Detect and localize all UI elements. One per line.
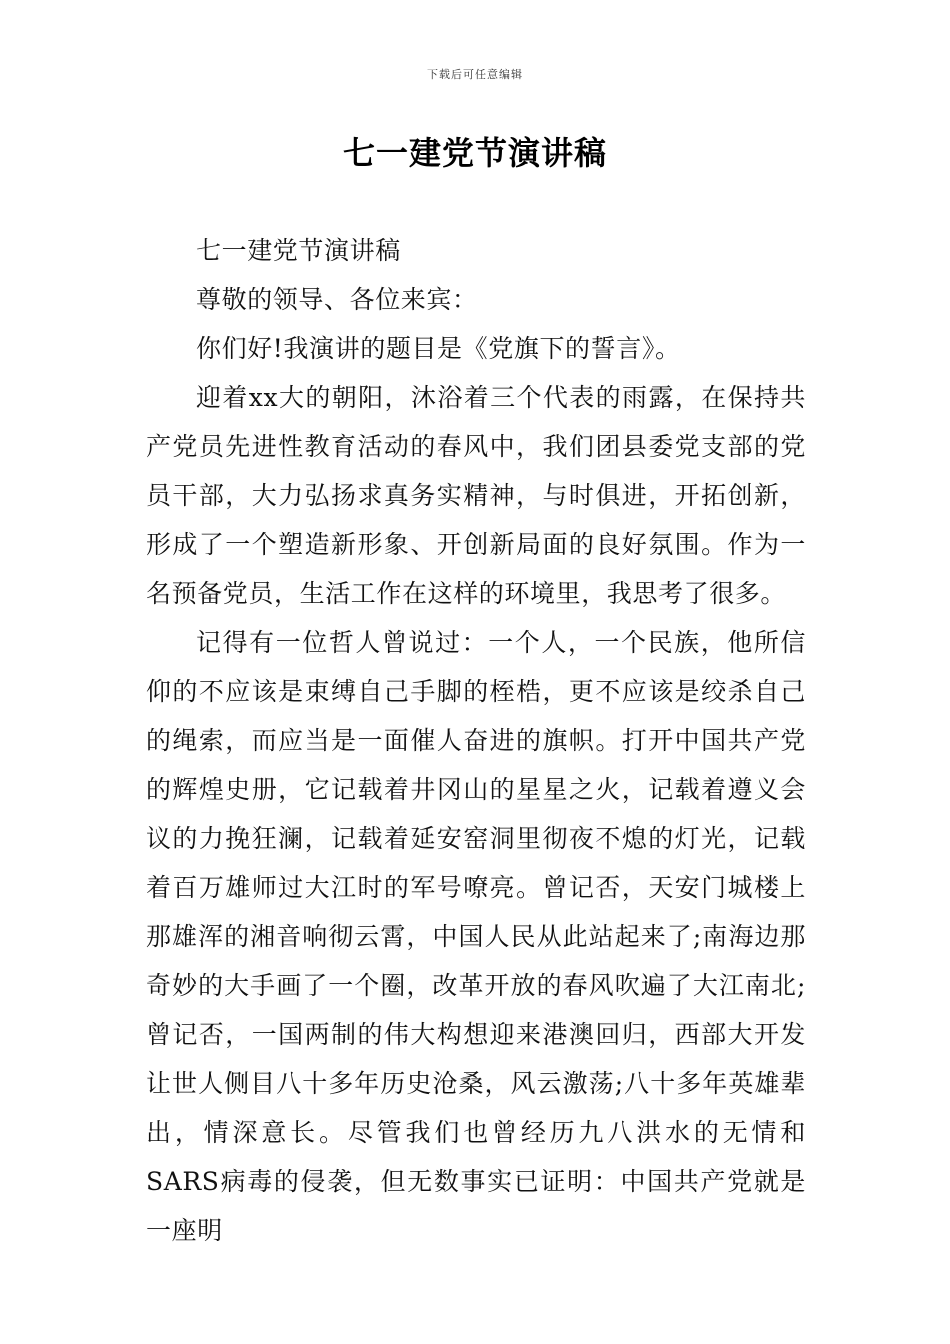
document-body	[146, 226, 806, 1255]
paragraph-body-2: 记得有一位哲人曾说过：一个人，一个民族，他所信仰的不应该是束缚自己手脚的桎梏，更不应该是绞杀自己的绳索，而应当是一面催人奋进的旗帜。打开中国共产党的辉煌史册，它记载着井冈山的星星之火，记载着遵义会议的力挽狂澜，记载着延安窑洞里彻夜不熄的灯光，记载着百万雄师过大江时的军号嘹亮。曾记否，天安门城楼上那雄浑的湘音响彻云霄，中国人民从此站起来了;南海边那奇妙的大手画了一个圈，改革开放的春风吹遍了大江南北;曾记否，一国两制的伟大构想迎来港澳回归，西部大开发让世人侧目八十多年历史沧桑，风云激荡;八十多年英雄辈出，情深意长。尽管我们也曾经历九八洪水的无情和SARS病毒的侵袭，但无数事实已证明：中国共产党就是一座明	[146, 628, 806, 1245]
page-header-note: 下载后可任意编辑	[427, 68, 523, 81]
document-title: 七一建党节演讲稿	[342, 134, 607, 172]
paragraph-subtitle: 七一建党节演讲稿	[196, 236, 401, 265]
paragraph-salutation: 尊敬的领导、各位来宾：	[196, 285, 478, 314]
paragraph-body-1: 迎着xx大的朝阳，沐浴着三个代表的雨露，在保持共产党员先进性教育活动的春风中，我们团县委党支部的党员干部，大力弘扬求真务实精神，与时俱进，开拓创新，形成了一个塑造新形象、开创新局面的良好氛围。作为一名预备党员，生活工作在这样的环境里，我思考了很多。	[146, 383, 806, 608]
paragraph-greeting: 你们好!我演讲的题目是《党旗下的誓言》。	[196, 334, 681, 363]
